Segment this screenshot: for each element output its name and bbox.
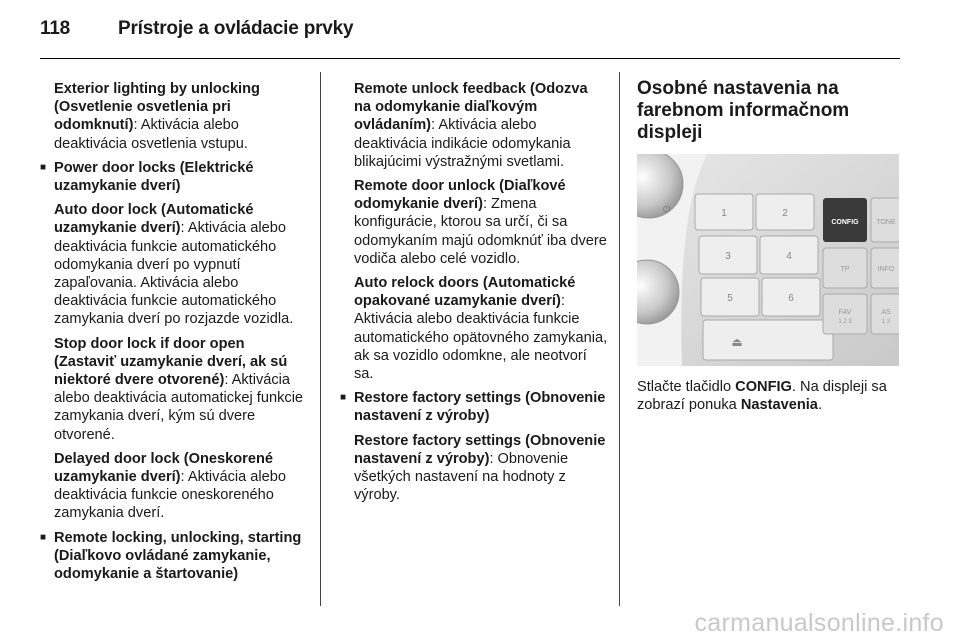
header-rule <box>40 58 900 59</box>
info-label: INFO <box>877 266 895 273</box>
column-divider-2 <box>619 72 620 606</box>
setting-name: Restore factory settings (Obnovenie nastavení z výroby) <box>354 432 606 467</box>
column-2 <box>340 80 608 510</box>
config-panel-photo <box>637 154 899 366</box>
instruction-config-term: CONFIG <box>735 379 792 395</box>
bullet-item <box>40 159 310 195</box>
preset-label-1: 1 <box>721 208 727 219</box>
page-title: Prístroje a ovládacie prvky <box>118 18 354 39</box>
setting-item <box>340 274 608 383</box>
fav-label: FAV <box>838 309 852 316</box>
instruction-text-3: . <box>817 397 822 414</box>
setting-description: : Aktivácia alebo deaktivácia automatickej funkcie zamykania dverí, kým sú dvere otvorené. <box>54 372 304 443</box>
setting-description: : Zmena konfigurácie, ktorou sa určí, či sa odomykaním majú odomknúť iba dvere vodiča alebo celé vozidlo. <box>354 196 607 267</box>
setting-name: Auto relock doors (Automatické opakované uzamykanie dverí) <box>354 275 576 310</box>
tp-label: TP <box>840 266 850 273</box>
setting-item <box>340 80 608 171</box>
watermark: carmanualsonline.info <box>694 609 944 637</box>
section-title: Osobné nastavenia na farebnom informačnom displeji <box>637 78 850 143</box>
setting-name: Power door locks (Elektrické uzamykanie dverí) <box>54 159 254 195</box>
fav-sublabel: 1 2 3 <box>838 319 852 325</box>
setting-name: Stop door lock if door open (Zastaviť uzamykanie dverí, ak sú niektoré dvere otvorené) <box>54 335 288 389</box>
setting-description: : Aktivácia alebo deaktivácia osvetlenia vstupu. <box>54 117 248 152</box>
as-sublabel: 1 2 <box>881 319 891 325</box>
setting-description: : Aktivácia alebo deaktivácia indikácie odomykania blikajúcimi výstražnými svetlami. <box>354 117 571 170</box>
preset-label-4: 4 <box>786 251 792 262</box>
page-header <box>40 18 353 40</box>
setting-name: Restore factory settings (Obnovenie nastavení z výroby) <box>354 390 606 425</box>
instruction-text-2: . Na displeji sa zobrazí ponuka <box>637 379 887 414</box>
power-icon: ⏻ <box>663 204 671 214</box>
as-label: AS <box>881 309 891 316</box>
preset-label-6: 6 <box>788 293 794 304</box>
eject-icon: ⏏ <box>731 335 743 349</box>
bullet-item <box>340 389 608 425</box>
setting-name: Auto door lock (Automatické uzamykanie dverí) <box>54 202 254 237</box>
setting-item <box>40 80 310 153</box>
preset-label-5: 5 <box>727 293 733 304</box>
preset-label-3: 3 <box>725 251 731 262</box>
setting-name: Delayed door lock (Oneskorené uzamykanie dverí) <box>54 450 273 486</box>
setting-item <box>340 432 608 505</box>
column-3 <box>637 78 900 420</box>
column-divider-1 <box>320 72 321 606</box>
setting-name: Remote door unlock (Diaľkové odomykanie dverí) <box>354 178 566 213</box>
column-1 <box>40 80 310 589</box>
setting-name: Exterior lighting by unlocking (Osvetlenie osvetlenia pri odomknutí) <box>54 81 260 134</box>
setting-description: : Aktivácia alebo deaktivácia funkcie automatického odomykania dverí po vypnutí zapaľovania. Aktivácia alebo deaktivácia funkcie automatického zamykania dverí po rozjazde vozidla. <box>54 220 294 328</box>
setting-description: : Aktivácia alebo deaktivácia funkcie oneskoreného zamykania dverí. <box>54 469 287 522</box>
setting-name: Remote unlock feedback (Odozva na odomykanie diaľkovým ovládaním) <box>354 81 588 134</box>
setting-item <box>340 177 608 268</box>
tone-label: TONE <box>876 219 896 226</box>
preset-label-2: 2 <box>782 208 788 219</box>
setting-item <box>40 201 310 328</box>
instruction-paragraph <box>637 378 900 414</box>
page-number: 118 <box>40 18 71 39</box>
setting-description: : Obnovenie všetkých nastavení na hodnoty z výroby. <box>354 450 569 504</box>
eject-button <box>703 320 833 360</box>
setting-item <box>40 450 310 523</box>
setting-name: Remote locking, unlocking, starting (Diaľkovo ovládané zamykanie, odomykanie a štartovanie) <box>54 529 302 583</box>
config-label: CONFIG <box>831 219 859 226</box>
setting-item <box>40 335 310 444</box>
instruction-menu-term: Nastavenia <box>740 397 818 414</box>
setting-description: : Aktivácia alebo deaktivácia funkcie automatického opätovného zamykania, ak sa vozidlo odomkne, ale neotvorí sa. <box>354 293 608 383</box>
instruction-text-1: Stlačte tlačidlo <box>637 379 736 395</box>
bullet-item <box>40 529 310 584</box>
